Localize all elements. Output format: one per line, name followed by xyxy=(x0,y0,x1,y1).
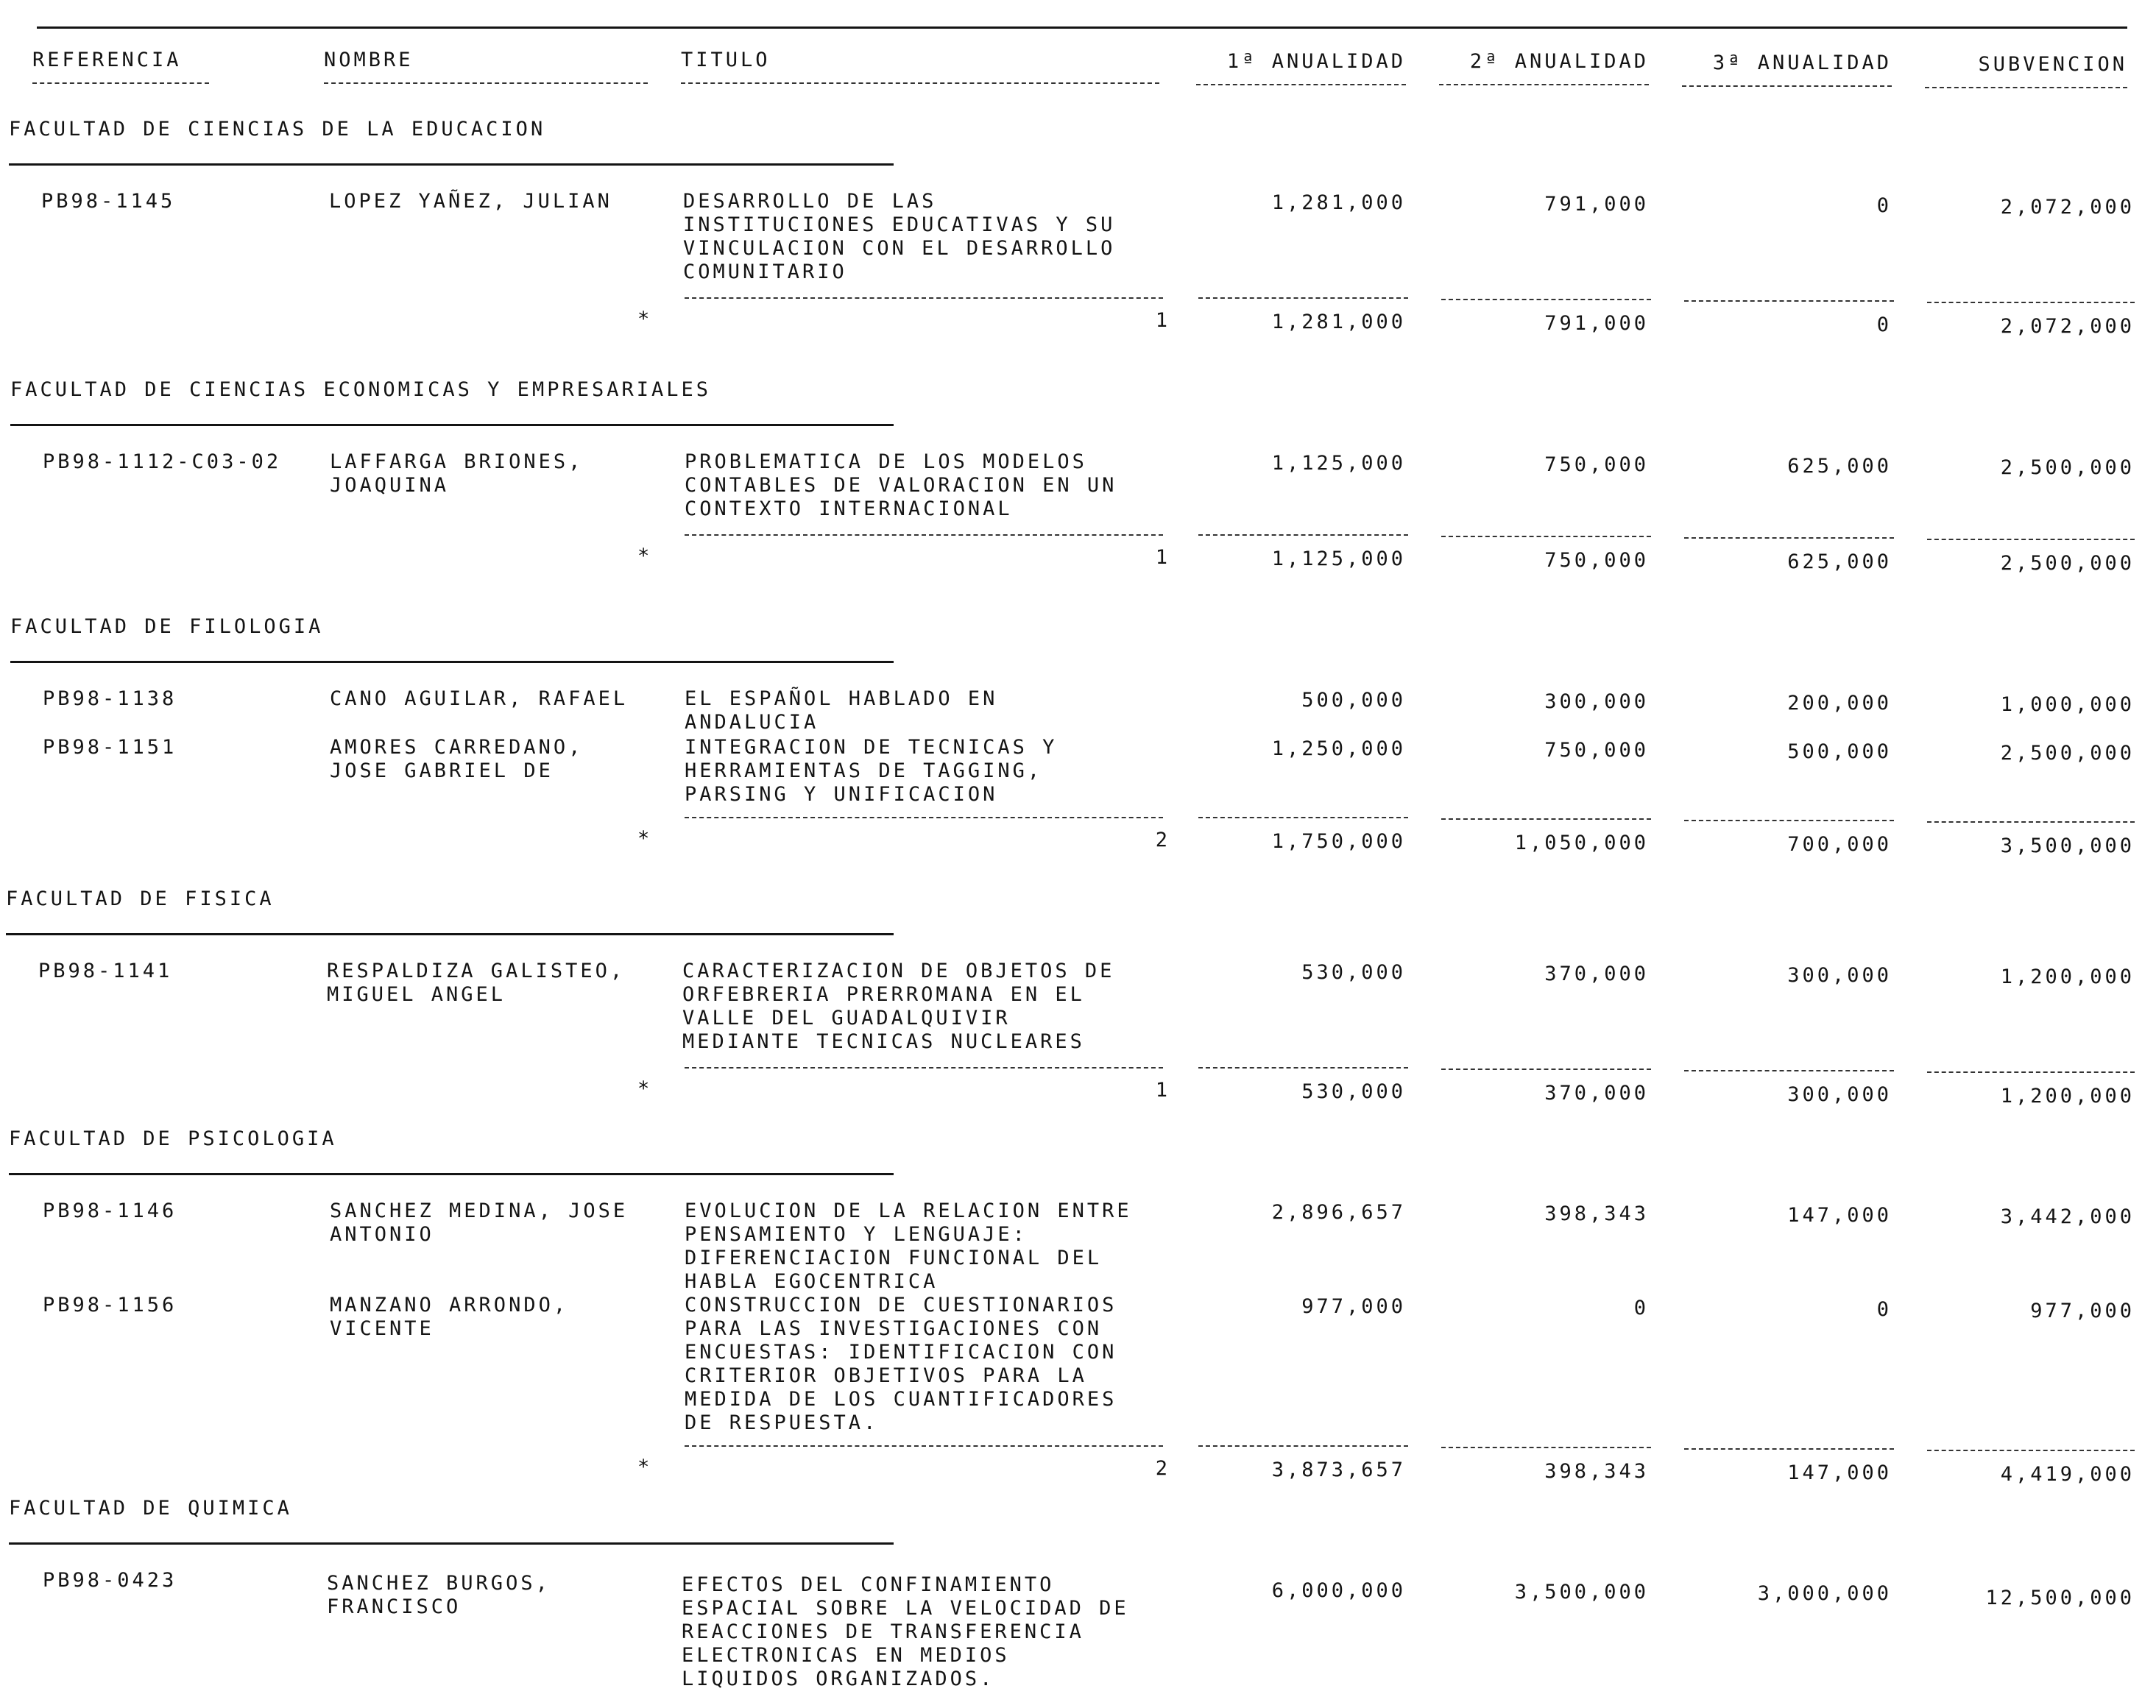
subtotal-anualidad2: 791,000 xyxy=(1544,312,1649,335)
subtotal-anualidad1: 3,873,657 xyxy=(1271,1459,1406,1481)
row-anualidad1: 2,896,657 xyxy=(1271,1201,1406,1224)
row-anualidad2: 791,000 xyxy=(1544,193,1649,216)
header-underline xyxy=(1925,87,2127,88)
subtotal-rule xyxy=(1441,536,1651,537)
subtotal-count: 1 xyxy=(1155,309,1170,332)
subtotal-marker: * xyxy=(637,827,653,850)
subtotal-rule xyxy=(1684,1070,1894,1071)
header-anualidad3: 3ª ANUALIDAD xyxy=(1712,52,1892,74)
section-rule xyxy=(9,1542,894,1545)
row-nombre: LOPEZ YAÑEZ, JULIAN xyxy=(329,190,612,213)
row-titulo: DESARROLLO DE LAS INSTITUCIONES EDUCATIVAS Y SU VINCULACION CON EL DESARROLLO COMUNITARIO xyxy=(683,190,1116,283)
subtotal-count: 2 xyxy=(1155,829,1170,851)
row-anualidad1: 500,000 xyxy=(1301,689,1406,712)
subtotal-rule xyxy=(685,297,1163,299)
subtotal-rule xyxy=(1441,299,1651,300)
row-anualidad3: 147,000 xyxy=(1787,1204,1892,1227)
section-title: FACULTAD DE QUIMICA xyxy=(9,1497,292,1520)
subtotal-rule xyxy=(1198,1067,1408,1069)
header-underline xyxy=(1196,84,1406,85)
row-referencia: PB98-0423 xyxy=(43,1569,177,1592)
subtotal-rule xyxy=(1684,300,1894,302)
header-anualidad1: 1ª ANUALIDAD xyxy=(1226,50,1406,73)
row-anualidad1: 530,000 xyxy=(1301,961,1406,984)
row-anualidad2: 370,000 xyxy=(1544,963,1649,985)
row-anualidad1: 6,000,000 xyxy=(1271,1579,1406,1602)
row-anualidad2: 3,500,000 xyxy=(1514,1581,1649,1604)
subtotal-anualidad2: 370,000 xyxy=(1544,1082,1649,1105)
row-titulo: EL ESPAÑOL HABLADO EN ANDALUCIA xyxy=(685,687,998,734)
row-anualidad3: 200,000 xyxy=(1787,692,1892,715)
row-subvencion: 12,500,000 xyxy=(1985,1587,2135,1609)
subtotal-count: 1 xyxy=(1155,546,1170,569)
section-title: FACULTAD DE FISICA xyxy=(6,887,275,910)
section-rule xyxy=(9,163,894,166)
subtotal-rule xyxy=(1927,302,2135,303)
row-titulo: INTEGRACION DE TECNICAS Y HERRAMIENTAS DE TAGGING, PARSING Y UNIFICACION xyxy=(685,736,1058,806)
row-subvencion: 2,072,000 xyxy=(2000,196,2135,219)
row-anualidad2: 750,000 xyxy=(1544,739,1649,762)
subtotal-rule xyxy=(685,1067,1163,1069)
header-anualidad2: 2ª ANUALIDAD xyxy=(1469,50,1649,73)
subtotal-anualidad3: 147,000 xyxy=(1787,1461,1892,1484)
row-referencia: PB98-1138 xyxy=(43,687,177,710)
row-subvencion: 977,000 xyxy=(2030,1300,2135,1322)
section-rule xyxy=(6,933,894,935)
subtotal-rule xyxy=(685,534,1163,536)
row-titulo: PROBLEMATICA DE LOS MODELOS CONTABLES DE VALORACION EN UN CONTEXTO INTERNACIONAL xyxy=(685,450,1117,520)
row-anualidad3: 300,000 xyxy=(1787,964,1892,987)
section-title: FACULTAD DE PSICOLOGIA xyxy=(9,1127,337,1150)
row-anualidad2: 0 xyxy=(1633,1297,1649,1319)
row-subvencion: 1,000,000 xyxy=(2000,693,2135,716)
subtotal-rule xyxy=(1684,537,1894,539)
subtotal-marker: * xyxy=(637,1456,653,1478)
row-anualidad2: 398,343 xyxy=(1544,1202,1649,1225)
row-nombre: SANCHEZ MEDINA, JOSE ANTONIO xyxy=(330,1200,629,1246)
row-referencia: PB98-1146 xyxy=(43,1200,177,1222)
subtotal-subvencion: 1,200,000 xyxy=(2000,1085,2135,1108)
row-nombre: RESPALDIZA GALISTEO, MIGUEL ANGEL xyxy=(327,960,626,1006)
header-underline xyxy=(324,82,648,84)
subtotal-anualidad1: 1,125,000 xyxy=(1271,548,1406,570)
header-subvencion: SUBVENCION xyxy=(1978,53,2127,76)
subtotal-rule xyxy=(1927,539,2135,540)
row-anualidad1: 977,000 xyxy=(1301,1295,1406,1318)
row-referencia: PB98-1141 xyxy=(38,960,173,982)
subtotal-rule xyxy=(1684,1448,1894,1450)
subtotal-rule xyxy=(1684,820,1894,821)
header-titulo: TITULO xyxy=(681,49,771,71)
subtotal-subvencion: 3,500,000 xyxy=(2000,834,2135,857)
subtotal-rule xyxy=(685,817,1163,818)
section-rule xyxy=(10,424,894,426)
row-nombre: AMORES CARREDANO, JOSE GABRIEL DE xyxy=(330,736,584,782)
subtotal-subvencion: 2,072,000 xyxy=(2000,315,2135,338)
row-referencia: PB98-1151 xyxy=(43,736,177,759)
top-rule xyxy=(37,26,2127,29)
row-referencia: PB98-1156 xyxy=(43,1294,177,1317)
row-anualidad3: 0 xyxy=(1876,194,1892,217)
subtotal-rule xyxy=(1927,821,2135,823)
row-referencia: PB98-1112-C03-02 xyxy=(43,450,282,473)
row-anualidad3: 625,000 xyxy=(1787,455,1892,478)
subtotal-anualidad2: 750,000 xyxy=(1544,549,1649,572)
row-subvencion: 2,500,000 xyxy=(2000,742,2135,765)
section-title: FACULTAD DE CIENCIAS DE LA EDUCACION xyxy=(9,118,546,141)
row-nombre: LAFFARGA BRIONES, JOAQUINA xyxy=(330,450,584,497)
header-referencia: REFERENCIA xyxy=(32,49,182,71)
header-nombre: NOMBRE xyxy=(324,49,414,71)
subtotal-anualidad1: 1,281,000 xyxy=(1271,311,1406,333)
subtotal-anualidad3: 700,000 xyxy=(1787,833,1892,856)
row-nombre: SANCHEZ BURGOS, FRANCISCO xyxy=(327,1572,551,1618)
subtotal-marker: * xyxy=(637,308,653,330)
subtotal-rule xyxy=(1927,1450,2135,1451)
subtotal-rule xyxy=(685,1445,1163,1447)
subtotal-anualidad3: 625,000 xyxy=(1787,550,1892,573)
header-underline xyxy=(1439,84,1649,85)
header-underline xyxy=(1682,85,1892,87)
row-nombre: CANO AGUILAR, RAFAEL xyxy=(330,687,629,710)
row-subvencion: 2,500,000 xyxy=(2000,456,2135,479)
row-titulo: EVOLUCION DE LA RELACION ENTRE PENSAMIENTO Y LENGUAJE: DIFERENCIACION FUNCIONAL DEL HABLA EGOCENTRICA xyxy=(685,1200,1132,1293)
header-underline xyxy=(681,82,1159,84)
subtotal-count: 2 xyxy=(1155,1457,1170,1480)
header-underline xyxy=(32,82,209,84)
subtotal-marker: * xyxy=(637,1077,653,1100)
row-referencia: PB98-1145 xyxy=(41,190,176,213)
subtotal-rule xyxy=(1441,1447,1651,1448)
row-nombre: MANZANO ARRONDO, VICENTE xyxy=(330,1294,569,1340)
row-anualidad2: 750,000 xyxy=(1544,453,1649,476)
subtotal-anualidad1: 530,000 xyxy=(1301,1080,1406,1103)
row-anualidad2: 300,000 xyxy=(1544,690,1649,713)
subtotal-marker: * xyxy=(637,545,653,567)
section-rule xyxy=(10,661,894,663)
section-rule xyxy=(9,1173,894,1175)
row-anualidad3: 3,000,000 xyxy=(1757,1582,1892,1605)
row-titulo: EFECTOS DEL CONFINAMIENTO ESPACIAL SOBRE LA VELOCIDAD DE REACCIONES DE TRANSFERENCIA ELECTRONICAS EN MEDIOS LIQUIDOS ORGANIZADOS. xyxy=(682,1573,1129,1690)
row-subvencion: 1,200,000 xyxy=(2000,965,2135,988)
row-anualidad1: 1,250,000 xyxy=(1271,737,1406,760)
subtotal-subvencion: 4,419,000 xyxy=(2000,1463,2135,1486)
subtotal-rule xyxy=(1198,297,1408,299)
row-anualidad1: 1,281,000 xyxy=(1271,191,1406,214)
subtotal-anualidad2: 398,343 xyxy=(1544,1460,1649,1483)
row-titulo: CARACTERIZACION DE OBJETOS DE ORFEBRERIA PRERROMANA EN EL VALLE DEL GUADALQUIVIR MEDIANTE TECNICAS NUCLEARES xyxy=(682,960,1115,1053)
row-anualidad3: 0 xyxy=(1876,1298,1892,1321)
subtotal-rule xyxy=(1198,1445,1408,1447)
row-subvencion: 3,442,000 xyxy=(2000,1205,2135,1228)
row-anualidad1: 1,125,000 xyxy=(1271,452,1406,475)
subtotal-rule xyxy=(1927,1071,2135,1073)
subtotal-anualidad3: 0 xyxy=(1876,313,1892,336)
subtotal-rule xyxy=(1198,534,1408,536)
subtotal-count: 1 xyxy=(1155,1079,1170,1102)
section-title: FACULTAD DE FILOLOGIA xyxy=(10,615,324,638)
subtotal-anualidad1: 1,750,000 xyxy=(1271,830,1406,853)
section-title: FACULTAD DE CIENCIAS ECONOMICAS Y EMPRESARIALES xyxy=(10,378,712,401)
row-anualidad3: 500,000 xyxy=(1787,740,1892,763)
subtotal-anualidad2: 1,050,000 xyxy=(1514,832,1649,854)
subtotal-anualidad3: 300,000 xyxy=(1787,1083,1892,1106)
subtotal-subvencion: 2,500,000 xyxy=(2000,552,2135,575)
subtotal-rule xyxy=(1441,818,1651,820)
subtotal-rule xyxy=(1198,817,1408,818)
row-titulo: CONSTRUCCION DE CUESTIONARIOS PARA LAS INVESTIGACIONES CON ENCUESTAS: IDENTIFICACION CON CRITERIOR OBJETIVOS PARA LA MEDIDA DE LOS CUANTIFICADORES DE RESPUESTA. xyxy=(685,1294,1117,1434)
subtotal-rule xyxy=(1441,1069,1651,1070)
